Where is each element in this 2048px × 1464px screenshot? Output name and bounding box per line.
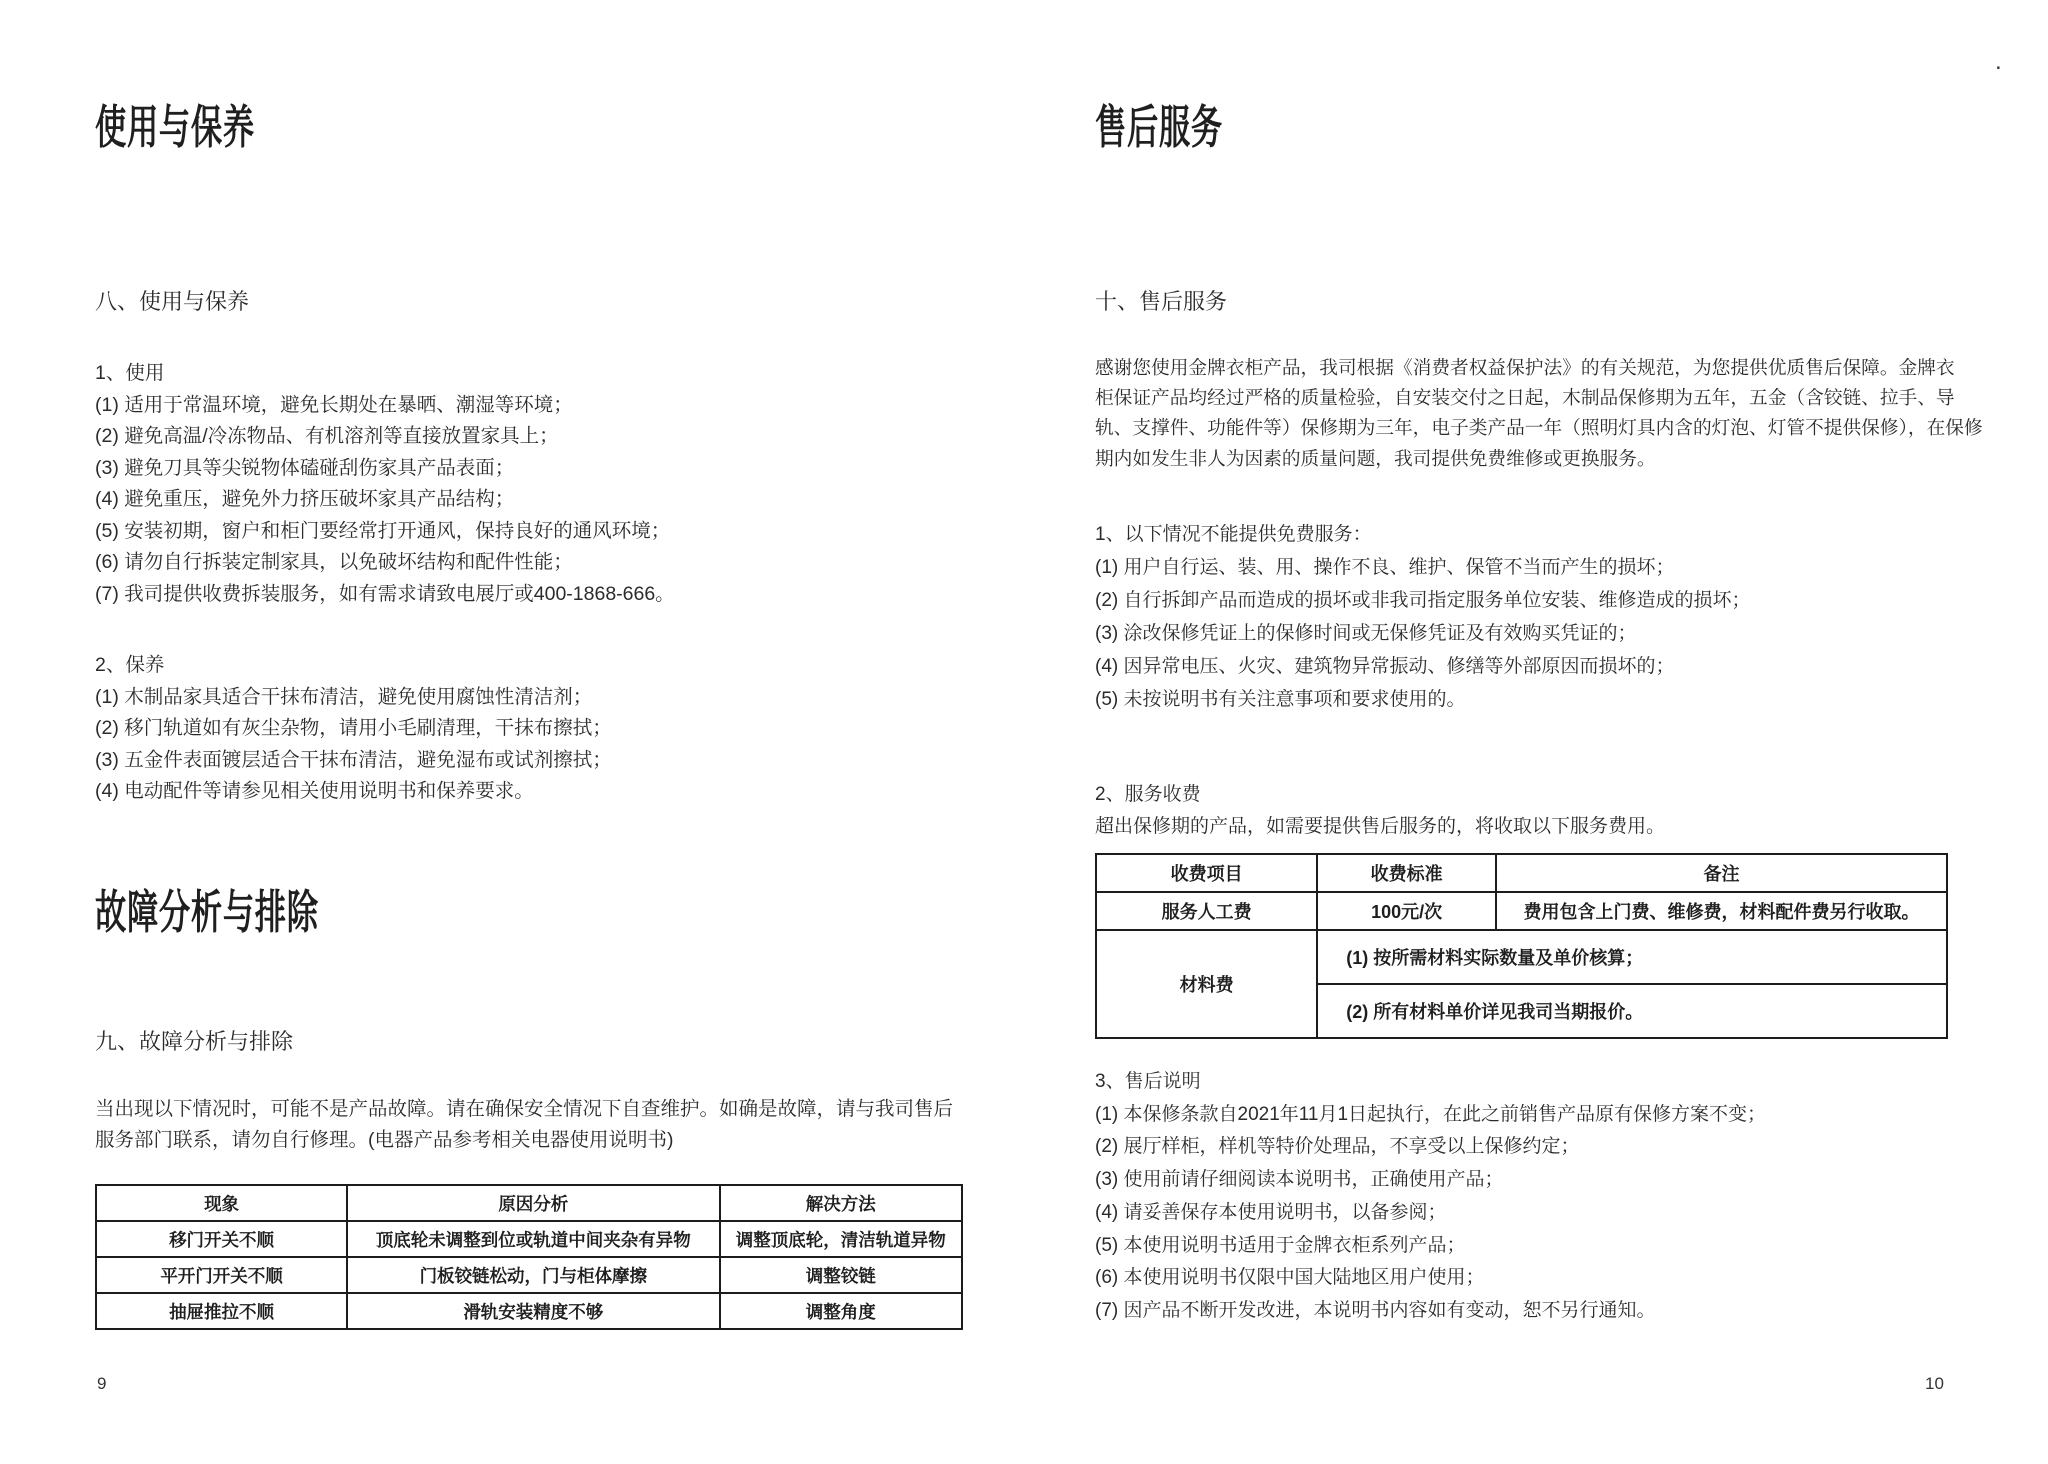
use-item: (7) 我司提供收费拆装服务，如有需求请致电展厅或400-1868-666。 <box>95 582 675 605</box>
service-fee-intro: 超出保修期的产品，如需要提供售后服务的，将收取以下服务费用。 <box>1095 816 1666 837</box>
after-sale-note-item: (4) 请妥善保存本使用说明书，以备参阅； <box>1095 1201 1447 1223</box>
maintain-item: (2) 移门轨道如有灰尘杂物，请用小毛刷清理，干抹布擦拭； <box>95 717 612 739</box>
troubleshooting-intro-line: 服务部门联系，请勿自行修理。(电器产品参考相关电器使用说明书) <box>95 1129 674 1151</box>
after-sale-note-item: (5) 本使用说明书适用于金牌衣柜系列产品； <box>1095 1234 1466 1256</box>
maintain-subheading: 2、保养 <box>95 654 165 676</box>
page-title-troubleshooting: 故障分析与排除 <box>95 886 319 938</box>
after-sale-note-item: (6) 本使用说明书仅限中国大陆地区用户使用； <box>1095 1267 1485 1289</box>
cell-material-note: (1) 按所需材料实际数量及单价核算； <box>1317 930 1947 984</box>
cell-material-note: (2) 所有材料单价详见我司当期报价。 <box>1317 984 1947 1038</box>
section-heading-use-maintenance: 八、使用与保养 <box>95 289 250 314</box>
after-sale-note-item: (7) 因产品不断开发改进，本说明书内容如有变动，恕不另行通知。 <box>1095 1299 1656 1321</box>
no-free-service-list <box>1095 518 1751 716</box>
use-item: (6) 请勿自行拆装定制家具，以免破坏结构和配件性能； <box>95 551 573 573</box>
cell-solution: 调整铰链 <box>720 1257 963 1293</box>
cell-symptom: 抽屉推拉不顺 <box>96 1293 347 1329</box>
no-free-service-item: (2) 自行拆卸产品而造成的损坏或非我司指定服务单位安装、维修造成的损坏； <box>1095 590 1751 611</box>
troubleshooting-intro-line: 当出现以下情况时，可能不是产品故障。请在确保安全情况下自查维护。如确是故障，请与我司售后 <box>95 1098 954 1120</box>
cell-symptom: 移门开关不顺 <box>96 1221 347 1257</box>
no-free-service-item: (4) 因异常电压、火灾、建筑物异常振动、修缮等外部原因而损坏的； <box>1095 656 1675 677</box>
no-free-service-heading: 1、以下情况不能提供免费服务： <box>1095 524 1372 545</box>
col-header-solution: 解决方法 <box>720 1185 963 1221</box>
use-item: (1) 适用于常温环境，避免长期处在暴晒、潮湿等环境； <box>95 393 573 416</box>
use-item: (4) 避免重压，避免外力挤压破坏家具产品结构； <box>95 488 515 510</box>
cell-labor-price: 100元/次 <box>1317 892 1496 930</box>
cell-cause: 顶底轮未调整到位或轨道中间夹杂有异物 <box>347 1221 719 1257</box>
page-number-right: 10 <box>1925 1374 1944 1393</box>
after-sale-notes-list <box>1095 1066 1766 1328</box>
page-title-use-maintenance: 使用与保养 <box>95 101 255 153</box>
cell-cause: 门板铰链松动，门与柜体摩擦 <box>347 1257 719 1293</box>
table-row-material <box>1096 930 1947 984</box>
warranty-intro-line: 期内如发生非人为因素的质量问题，我司提供免费维修或更换服务。 <box>1095 447 1656 469</box>
no-free-service-item: (3) 涂改保修凭证上的保修时间或无保修凭证及有效购买凭证的； <box>1095 623 1637 644</box>
cell-labor-fee: 服务人工费 <box>1096 892 1317 930</box>
section-heading-troubleshooting: 九、故障分析与排除 <box>95 1029 294 1054</box>
col-header-remark: 备注 <box>1496 854 1947 892</box>
warranty-intro-line: 柜保证产品均经过严格的质量检验，自安装交付之日起，木制品保修期为五年，五金（含铰链、拉手、导 <box>1095 387 1955 409</box>
table-header-row <box>96 1185 962 1221</box>
use-item: (5) 安装初期，窗户和柜门要经常打开通风，保持良好的通风环境； <box>95 519 671 542</box>
page-title-after-sales: 售后服务 <box>1095 101 1223 153</box>
troubleshooting-intro <box>95 1094 953 1156</box>
use-list <box>95 358 675 610</box>
maintain-item: (3) 五金件表面镀层适合干抹布清洁，避免湿布或试剂擦拭； <box>95 748 612 771</box>
cell-solution: 调整角度 <box>720 1293 963 1329</box>
table-row-labor <box>1096 892 1947 930</box>
col-header-symptom: 现象 <box>96 1185 347 1221</box>
stray-dot-mark: . <box>1995 48 2002 75</box>
warranty-intro-line: 感谢您使用金牌衣柜产品，我司根据《消费者权益保护法》的有关规范，为您提供优质售后保障。金牌衣 <box>1095 357 1955 378</box>
service-fee-table <box>1095 853 1948 1039</box>
page-number-left: 9 <box>97 1374 107 1393</box>
col-header-fee-standard: 收费标准 <box>1317 854 1496 892</box>
table-row <box>96 1257 962 1293</box>
use-subheading: 1、使用 <box>95 362 165 384</box>
maintain-list <box>95 650 612 808</box>
after-sale-note-item: (2) 展厅样柜，样机等特价处理品，不享受以上保修约定； <box>1095 1136 1580 1158</box>
use-item: (3) 避免刀具等尖锐物体磕碰刮伤家具产品表面； <box>95 456 515 479</box>
cell-material-fee: 材料费 <box>1096 930 1317 1038</box>
after-sale-note-item: (3) 使用前请仔细阅读本说明书，正确使用产品； <box>1095 1169 1504 1191</box>
no-free-service-item: (5) 未按说明书有关注意事项和要求使用的。 <box>1095 689 1466 710</box>
warranty-intro-paragraph <box>1095 353 1983 474</box>
cell-symptom: 平开门开关不顺 <box>96 1257 347 1293</box>
col-header-fee-item: 收费项目 <box>1096 854 1317 892</box>
cell-cause: 滑轨安装精度不够 <box>347 1293 719 1329</box>
right-page <box>1095 0 1983 1464</box>
after-sale-note-item: (1) 本保修条款自2021年11月1日起执行，在此之前销售产品原有保修方案不变； <box>1095 1103 1767 1125</box>
maintain-item: (1) 木制品家具适合干抹布清洁，避免使用腐蚀性清洁剂； <box>95 685 593 708</box>
cell-solution: 调整顶底轮，清洁轨道异物 <box>720 1221 963 1257</box>
maintain-item: (4) 电动配件等请参见相关使用说明书和保养要求。 <box>95 780 534 802</box>
cell-labor-remark: 费用包含上门费、维修费，材料配件费另行收取。 <box>1496 892 1947 930</box>
table-row <box>96 1293 962 1329</box>
warranty-intro-line: 轨、支撑件、功能件等）保修期为三年，电子类产品一年（照明灯具内含的灯泡、灯管不提供保修），在保修 <box>1095 417 1983 439</box>
use-item: (2) 避免高温/冷冻物品、有机溶剂等直接放置家具上； <box>95 425 559 447</box>
table-header-row <box>1096 854 1947 892</box>
troubleshooting-table <box>95 1184 963 1330</box>
service-fee-heading: 2、服务收费 <box>1095 784 1201 805</box>
section-heading-after-sales: 十、售后服务 <box>1095 289 1228 314</box>
after-sale-notes-heading: 3、售后说明 <box>1095 1071 1201 1092</box>
table-row <box>96 1221 962 1257</box>
col-header-cause: 原因分析 <box>347 1185 719 1221</box>
left-page <box>95 0 967 1464</box>
no-free-service-item: (1) 用户自行运、装、用、操作不良、维护、保管不当而产生的损坏； <box>1095 557 1675 578</box>
